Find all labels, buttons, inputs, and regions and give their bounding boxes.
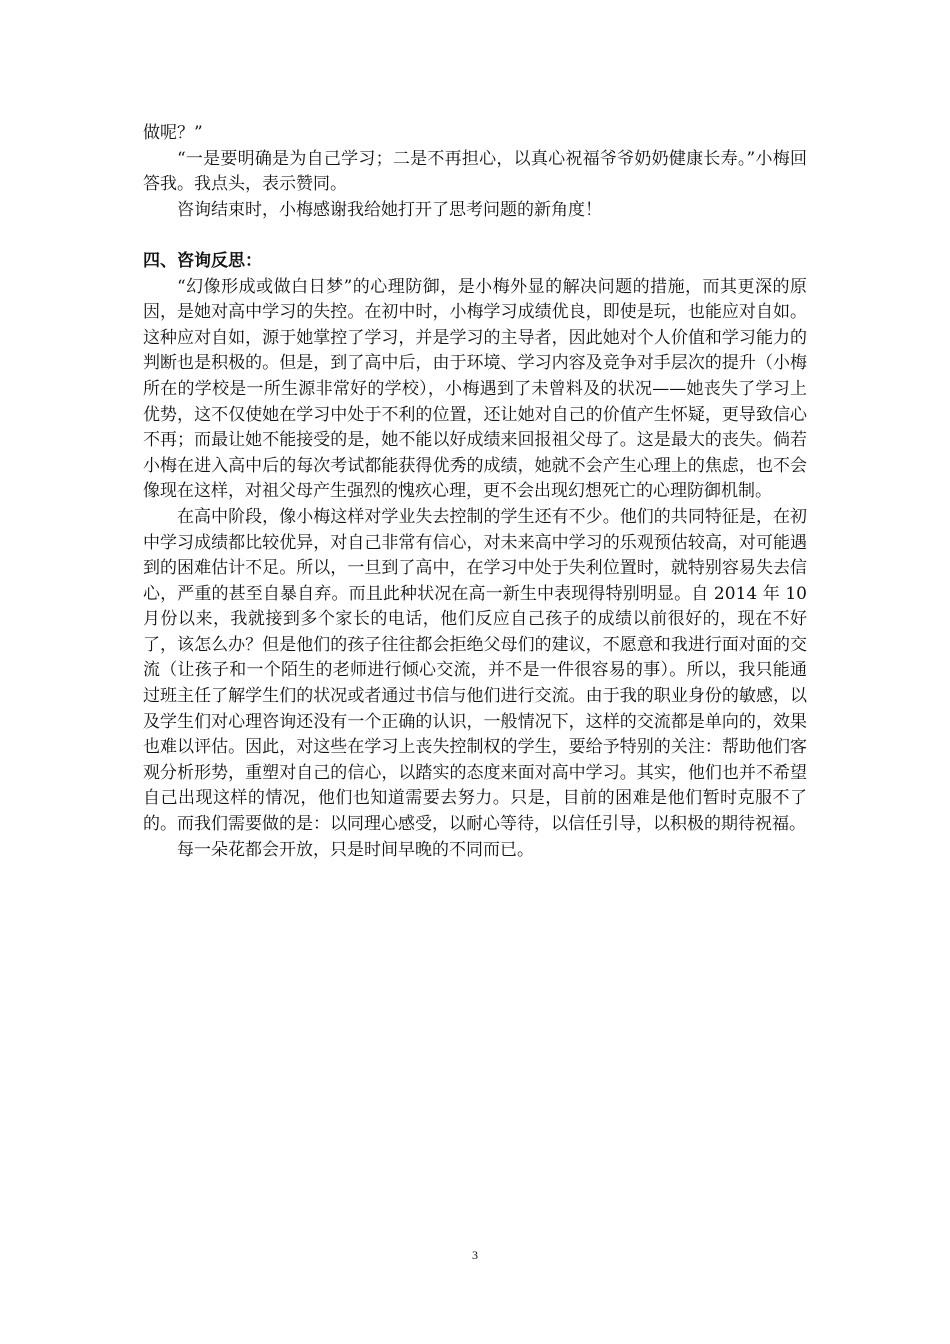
section-heading: 四、咨询反思： xyxy=(143,250,262,271)
paragraph-reflection-2: 在高中阶段，像小梅这样对学业失去控制的学生还有不少。他们的共同特征是，在初中学习成绩都比较优异，对自己非常有信心，对未来高中学习的乐观预估较高，对可能遇到的困难估计不足。所以，一旦到了高中，在学习中处于失利位置时，就特别容易失去信心，严重的甚至自暴自弃。而且此种状况在高一新生中表现得特别明显。自 2014 年 10 月份以来，我就接到多个家长的电话，他们反应自己孩子的成绩以前很好的，现在不好了，该怎么办？但是他们的孩子往往都会拒绝父母们的建议，不愿意和我进行面对面的交流（让孩子和一个陌生的老师进行倾心交流，并不是一件很容易的事）。所以，我只能通过班主任了解学生们的状况或者通过书信与他们进行交流。由于我的职业身份的敏感，以及学生们对心理咨询还没有一个正确的认识，一般情况下，这样的交流都是单向的，效果也难以评估。因此，对这些在学习上丧失控制权的学生，要给予特别的关注：帮助他们客观分析形势，重塑对自己的信心，以踏实的态度来面对高中学习。其实，他们也并不希望自己出现这样的情况，他们也知道需要去努力。只是，目前的困难是他们暂时克服不了的。而我们需要做的是：以同理心感受，以耐心等待，以信任引导，以积极的期待祝福。 xyxy=(143,506,807,835)
paragraph-conclusion: 咨询结束时，小梅感谢我给她打开了思考问题的新角度！ xyxy=(177,199,602,220)
paragraph-reflection-3: 每一朵花都会开放，只是时间早晚的不同而已。 xyxy=(177,839,534,860)
page-body xyxy=(143,121,807,863)
page-number: 3 xyxy=(472,1248,478,1262)
paragraph-answer: “一是要明确是为自己学习；二是不再担心，以真心祝福爷爷奶奶健康长寿。”小梅回答我。我点头，表示赞同。 xyxy=(143,148,807,195)
paragraph-continuation: 做呢？” xyxy=(143,123,203,143)
paragraph-reflection-1: “幻像形成或做白日梦”的心理防御，是小梅外显的解决问题的措施，而其更深的原因，是她对高中学习的失控。在初中时，小梅学习成绩优良，即使是玩，也能应对自如。这种应对自如，源于她掌控了学习，并是学习的主导者，因此她对个人价值和学习能力的判断也是积极的。但是，到了高中后，由于环境、学习内容及竞争对手层次的提升（小梅所在的学校是一所生源非常好的学校），小梅遇到了未曾料及的状况——她丧失了学习上优势，这不仅使她在学习中处于不利的位置，还让她对自己的价值产生怀疑，更导致信心不再；而最让她不能接受的是，她不能以好成绩来回报祖父母了。这是最大的丧失。倘若小梅在进入高中后的每次考试都能获得优秀的成绩，她就不会产生心理上的焦虑，也不会像现在这样，对祖父母产生强烈的愧疚心理，更不会出现幻想死亡的心理防御机制。 xyxy=(143,276,807,502)
